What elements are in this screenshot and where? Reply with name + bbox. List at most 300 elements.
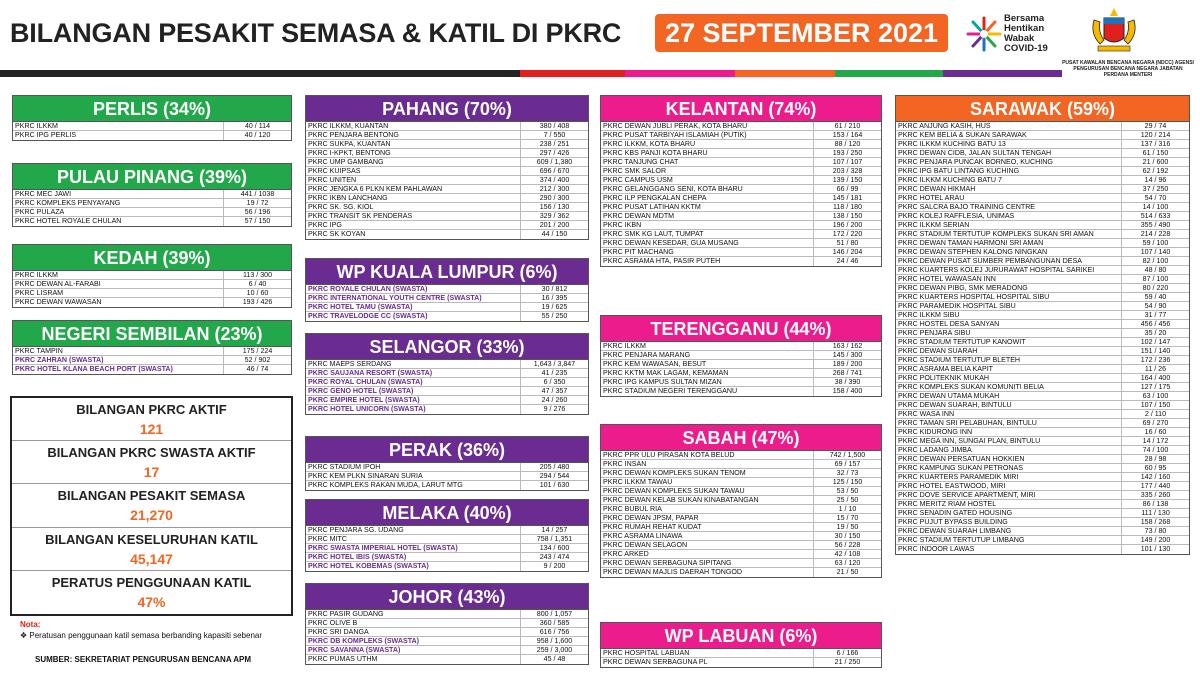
pkrc-name: PKRC KUARTERS HOSPITAL HOSPITAL SIBU bbox=[898, 293, 1050, 301]
pkrc-name: PKRC KUARTERS KOLEJ JURURAWAT HOSPITAL SARIKEI bbox=[898, 266, 1095, 274]
patients-beds-value: 146 / 204 bbox=[813, 248, 881, 256]
patients-beds-value: 456 / 456 bbox=[1121, 320, 1189, 328]
state-header: SARAWAK (59%) bbox=[896, 96, 1189, 122]
table-row bbox=[601, 230, 881, 239]
pkrc-name: PKRC CAMPUS USM bbox=[603, 176, 673, 184]
pkrc-name: PKRC WASA INN bbox=[898, 410, 955, 418]
patients-beds-value: 62 / 192 bbox=[1121, 167, 1189, 175]
table-row bbox=[896, 446, 1189, 455]
patients-beds-value: 14 / 257 bbox=[520, 526, 588, 534]
table-row bbox=[601, 248, 881, 257]
table-row bbox=[601, 360, 881, 369]
pkrc-name: PKRC SWASTA IMPERIAL HOTEL (SWASTA) bbox=[308, 544, 458, 552]
patients-beds-value: 21 / 600 bbox=[1121, 158, 1189, 166]
table-row bbox=[601, 478, 881, 487]
pkrc-name: PKRC JENGKA 6 PLKN KEM PAHLAWAN bbox=[308, 185, 443, 193]
table-row bbox=[896, 374, 1189, 383]
pkrc-name: PKRC INSAN bbox=[603, 460, 647, 468]
state-panel-pulau-pinang bbox=[12, 163, 292, 227]
pkrc-name: PKRC IPG KAMPUS SULTAN MIZAN bbox=[603, 378, 722, 386]
pkrc-name: PKRC DEWAN STEPHEN KALONG NINGKAN bbox=[898, 248, 1048, 256]
patients-beds-value: 29 / 74 bbox=[1121, 122, 1189, 130]
table-row bbox=[601, 460, 881, 469]
state-panel-sarawak bbox=[895, 95, 1190, 555]
table-row bbox=[306, 131, 588, 140]
table-row bbox=[13, 131, 291, 140]
pkrc-name: PKRC ILKKM bbox=[603, 342, 646, 350]
pkrc-name: PKRC DOVE SERVICE APARTMENT, MIRI bbox=[898, 491, 1036, 499]
table-row bbox=[896, 284, 1189, 293]
patients-beds-value: 158 / 400 bbox=[813, 387, 881, 396]
patients-beds-value: 87 / 100 bbox=[1121, 275, 1189, 283]
patients-beds-value: 609 / 1,380 bbox=[520, 158, 588, 166]
table-row bbox=[896, 536, 1189, 545]
note-label: Nota: bbox=[20, 620, 41, 629]
pkrc-name: PKRC PENJARA SG. UDANG bbox=[308, 526, 404, 534]
pkrc-name: PKRC STADIUM TERTUTUP KOMPLEKS SUKAN SRI AMAN bbox=[898, 230, 1094, 238]
patients-beds-value: 11 / 26 bbox=[1121, 365, 1189, 373]
pkrc-name: PKRC DEWAN KOMPLEKS SUKAN TAWAU bbox=[603, 487, 745, 495]
patients-beds-value: 37 / 250 bbox=[1121, 185, 1189, 193]
table-row bbox=[306, 610, 588, 619]
pkrc-name: PKRC TAMPIN bbox=[15, 347, 63, 355]
page-title: BILANGAN PESAKIT SEMASA & KATIL DI PKRC bbox=[10, 18, 622, 48]
patients-beds-value: 163 / 162 bbox=[813, 342, 881, 350]
pkrc-name: PKRC KKTM MAK LAGAM, KEMAMAN bbox=[603, 369, 729, 377]
patients-beds-value: 47 / 357 bbox=[520, 387, 588, 395]
pkrc-name: PKRC TANJUNG CHAT bbox=[603, 158, 679, 166]
table-row bbox=[601, 387, 881, 396]
pkrc-name: PKRC KOMPLEKS PENYAYANG bbox=[15, 199, 121, 207]
table-row bbox=[896, 509, 1189, 518]
table-row bbox=[896, 410, 1189, 419]
pkrc-name: PKRC UNITEN bbox=[308, 176, 357, 184]
pkrc-name: PKRC STADIUM IPOH bbox=[308, 463, 381, 471]
table-row bbox=[896, 221, 1189, 230]
table-row bbox=[896, 383, 1189, 392]
table-row bbox=[601, 469, 881, 478]
patients-beds-value: 158 / 268 bbox=[1121, 518, 1189, 526]
pkrc-name: PKRC STADIUM NEGERI TERENGGANU bbox=[603, 387, 738, 395]
patients-beds-value: 88 / 120 bbox=[813, 140, 881, 148]
patients-beds-value: 164 / 400 bbox=[1121, 374, 1189, 382]
table-row bbox=[896, 473, 1189, 482]
patients-beds-value: 758 / 1,351 bbox=[520, 535, 588, 543]
state-panel-selangor bbox=[305, 333, 589, 415]
table-row bbox=[306, 378, 588, 387]
table-row bbox=[896, 140, 1189, 149]
table-row bbox=[306, 360, 588, 369]
state-header: KEDAH (39%) bbox=[13, 245, 291, 271]
state-header: TERENGGANU (44%) bbox=[601, 316, 881, 342]
patients-beds-value: 696 / 670 bbox=[520, 167, 588, 175]
pkrc-name: PKRC SMK SALOR bbox=[603, 167, 667, 175]
patients-beds-value: 82 / 100 bbox=[1121, 257, 1189, 265]
pkrc-name: PKRC I-KPKT, BENTONG bbox=[308, 149, 391, 157]
pkrc-name: PKRC ILKKM SIBU bbox=[898, 311, 960, 319]
pkrc-name: PKRC MEC JAWI bbox=[15, 190, 72, 198]
pkrc-name: PKRC ILKKM KUCHING BATU 13 bbox=[898, 140, 1006, 148]
table-row bbox=[601, 505, 881, 514]
state-panel-wp-kuala-lumpur bbox=[305, 258, 589, 322]
table-row bbox=[306, 405, 588, 414]
pkrc-name: PKRC KUARTERS PARAMEDIK MIRI bbox=[898, 473, 1019, 481]
pkrc-name: PKRC IKBN bbox=[603, 221, 642, 229]
pkrc-name: PKRC ARKED bbox=[603, 550, 649, 558]
pkrc-name: PKRC DEWAN PUSAT SUMBER PEMBANGUNAN DESA bbox=[898, 257, 1082, 265]
patients-beds-value: 9 / 200 bbox=[520, 562, 588, 571]
patients-beds-value: 149 / 200 bbox=[1121, 536, 1189, 544]
patients-beds-value: 9 / 276 bbox=[520, 405, 588, 414]
table-row bbox=[896, 302, 1189, 311]
table-row bbox=[13, 217, 291, 226]
table-row bbox=[306, 646, 588, 655]
pkrc-name: PKRC INTERNATIONAL YOUTH CENTRE (SWASTA) bbox=[308, 294, 482, 302]
pkrc-name: PKRC ASRAMA LINAWA bbox=[603, 532, 683, 540]
patients-beds-value: 145 / 181 bbox=[813, 194, 881, 202]
table-row bbox=[306, 387, 588, 396]
state-header: NEGERI SEMBILAN (23%) bbox=[13, 321, 291, 347]
table-row bbox=[306, 619, 588, 628]
pkrc-name: PKRC SK KOYAN bbox=[308, 230, 366, 238]
patients-beds-value: 360 / 585 bbox=[520, 619, 588, 627]
state-panel-negeri-sembilan bbox=[12, 320, 292, 375]
pkrc-name: PKRC HOTEL ROYALE CHULAN bbox=[15, 217, 122, 225]
table-row bbox=[13, 280, 291, 289]
pkrc-name: PKRC DEWAN SUARAH, BINTULU bbox=[898, 401, 1012, 409]
patients-beds-value: 69 / 270 bbox=[1121, 419, 1189, 427]
pkrc-name: PKRC KEM WAWASAN, BESUT bbox=[603, 360, 707, 368]
state-panel-melaka bbox=[305, 499, 589, 572]
state-header: SABAH (47%) bbox=[601, 425, 881, 451]
pkrc-name: PKRC DEWAN KELAB SUKAN KINABATANGAN bbox=[603, 496, 759, 504]
patients-beds-value: 31 / 77 bbox=[1121, 311, 1189, 319]
pkrc-name: PKRC DEWAN SERBAGUNA PL bbox=[603, 658, 708, 666]
pkrc-name: PKRC PENJARA SIBU bbox=[898, 329, 971, 337]
pkrc-name: PKRC HOSTEL DESA SANYAN bbox=[898, 320, 1000, 328]
patients-beds-value: 113 / 300 bbox=[223, 271, 291, 279]
patients-beds-value: 40 / 120 bbox=[223, 131, 291, 140]
pkrc-name: PKRC DEWAN PIBG, SMK MERADONG bbox=[898, 284, 1028, 292]
table-row bbox=[896, 185, 1189, 194]
pkrc-name: PKRC DEWAN WAWASAN bbox=[15, 298, 102, 306]
state-panel-perlis bbox=[12, 95, 292, 141]
table-row bbox=[896, 275, 1189, 284]
pkrc-name: PKRC PENJARA PUNCAK BORNEO, KUCHING bbox=[898, 158, 1053, 166]
patients-beds-value: 6 / 40 bbox=[223, 280, 291, 288]
table-row bbox=[601, 658, 881, 667]
table-row bbox=[306, 396, 588, 405]
table-row bbox=[306, 212, 588, 221]
pkrc-name: PKRC ASRAMA HTA, PASIR PUTEH bbox=[603, 257, 721, 265]
patients-beds-value: 16 / 60 bbox=[1121, 428, 1189, 436]
patients-beds-value: 21 / 250 bbox=[813, 658, 881, 667]
patients-beds-value: 44 / 150 bbox=[520, 230, 588, 239]
patients-beds-value: 107 / 140 bbox=[1121, 248, 1189, 256]
patients-beds-value: 958 / 1,600 bbox=[520, 637, 588, 645]
state-panel-sabah bbox=[600, 424, 882, 578]
patients-beds-value: 24 / 46 bbox=[813, 257, 881, 266]
pkrc-name: PKRC KAMPUNG SUKAN PETRONAS bbox=[898, 464, 1023, 472]
pkrc-name: PKRC DEWAN MAJLIS DAERAH TONGOD bbox=[603, 568, 743, 576]
pkrc-name: PKRC ASRAMA BELIA KAPIT bbox=[898, 365, 994, 373]
table-row bbox=[896, 437, 1189, 446]
table-row bbox=[601, 149, 881, 158]
summary-total-beds: BILANGAN KESELURUHAN KATIL 45,147 bbox=[12, 528, 291, 571]
patients-beds-value: 142 / 160 bbox=[1121, 473, 1189, 481]
table-row bbox=[306, 185, 588, 194]
pkrc-name: PKRC DEWAN HIKMAH bbox=[898, 185, 976, 193]
pkrc-name: PKRC DEWAN JUBLI PERAK, KOTA BHARU bbox=[603, 122, 748, 130]
table-row bbox=[896, 482, 1189, 491]
patients-beds-value: 56 / 228 bbox=[813, 541, 881, 549]
pkrc-name: PKRC MERITZ RIAM HOSTEL bbox=[898, 500, 997, 508]
table-row bbox=[601, 514, 881, 523]
pkrc-name: PKRC BUBUL RIA bbox=[603, 505, 662, 513]
table-row bbox=[896, 248, 1189, 257]
sunburst-icon bbox=[966, 16, 1002, 52]
pkrc-name: PKRC SK. SG. KIOL bbox=[308, 203, 374, 211]
pkrc-name: PKRC KIDURONG INN bbox=[898, 428, 973, 436]
table-row bbox=[306, 312, 588, 321]
pkrc-name: PKRC OLIVE B bbox=[308, 619, 358, 627]
patients-beds-value: 35 / 20 bbox=[1121, 329, 1189, 337]
summary-current-patients: BILANGAN PESAKIT SEMASA 21,270 bbox=[12, 484, 291, 527]
patients-beds-value: 30 / 150 bbox=[813, 532, 881, 540]
patients-beds-value: 172 / 236 bbox=[1121, 356, 1189, 364]
summary-panel bbox=[10, 396, 293, 616]
table-row bbox=[896, 257, 1189, 266]
table-row bbox=[601, 122, 881, 131]
pkrc-name: PKRC KOLEJ RAFFLESIA, UNIMAS bbox=[898, 212, 1015, 220]
table-row bbox=[896, 311, 1189, 320]
pkrc-name: PKRC KEM PLKN SINARAN SURIA bbox=[308, 472, 423, 480]
patients-beds-value: 205 / 480 bbox=[520, 463, 588, 471]
pkrc-name: PKRC PPR ULU PIRASAN KOTA BELUD bbox=[603, 451, 735, 459]
patients-beds-value: 6 / 350 bbox=[520, 378, 588, 386]
pkrc-name: PKRC PUJUT BYPASS BUILDING bbox=[898, 518, 1008, 526]
table-row bbox=[13, 365, 291, 374]
pkrc-name: PKRC TRAVELODGE CC (SWASTA) bbox=[308, 312, 428, 320]
patients-beds-value: 86 / 138 bbox=[1121, 500, 1189, 508]
table-row bbox=[896, 401, 1189, 410]
table-row bbox=[896, 356, 1189, 365]
table-row bbox=[896, 158, 1189, 167]
pkrc-name: PKRC HOTEL KLANA BEACH PORT (SWASTA) bbox=[15, 365, 173, 373]
table-row bbox=[896, 329, 1189, 338]
table-row bbox=[896, 428, 1189, 437]
patients-beds-value: 30 / 812 bbox=[520, 285, 588, 293]
patients-beds-value: 63 / 100 bbox=[1121, 392, 1189, 400]
patients-beds-value: 14 / 96 bbox=[1121, 176, 1189, 184]
state-header: PERLIS (34%) bbox=[13, 96, 291, 122]
pkrc-name: PKRC ILKKM SERIAN bbox=[898, 221, 970, 229]
table-row bbox=[601, 550, 881, 559]
pkrc-name: PKRC ROYAL CHULAN (SWASTA) bbox=[308, 378, 423, 386]
table-row bbox=[306, 203, 588, 212]
table-row bbox=[601, 203, 881, 212]
note-text: ❖ Peratusan penggunaan katil semasa berbanding kapasiti sebenar bbox=[20, 631, 262, 640]
patients-beds-value: 69 / 157 bbox=[813, 460, 881, 468]
patients-beds-value: 53 / 50 bbox=[813, 487, 881, 495]
table-row bbox=[306, 637, 588, 646]
patients-beds-value: 441 / 1038 bbox=[223, 190, 291, 198]
patients-beds-value: 153 / 164 bbox=[813, 131, 881, 139]
pkrc-name: PKRC POLITEKNIK MUKAH bbox=[898, 374, 990, 382]
pkrc-name: PKRC ROYALE CHULAN (SWASTA) bbox=[308, 285, 428, 293]
table-row bbox=[306, 655, 588, 664]
state-header: SELANGOR (33%) bbox=[306, 334, 588, 360]
pkrc-name: PKRC LISRAM bbox=[15, 289, 64, 297]
patients-beds-value: 7 / 550 bbox=[520, 131, 588, 139]
patients-beds-value: 1 / 10 bbox=[813, 505, 881, 513]
table-row bbox=[306, 535, 588, 544]
state-panel-johor bbox=[305, 583, 589, 665]
pkrc-name: PKRC HOSPITAL LABUAN bbox=[603, 649, 690, 657]
state-panel-pahang bbox=[305, 95, 589, 240]
table-row bbox=[896, 167, 1189, 176]
pkrc-name: PKRC DEWAN TAMAN HARMONI SRI AMAN bbox=[898, 239, 1044, 247]
state-header: WP LABUAN (6%) bbox=[601, 623, 881, 649]
table-row bbox=[601, 559, 881, 568]
patients-beds-value: 214 / 228 bbox=[1121, 230, 1189, 238]
pkrc-name: PKRC STADIUM TERTUTUP BLETEH bbox=[898, 356, 1021, 364]
pkrc-name: PKRC SAVANNA (SWASTA) bbox=[308, 646, 401, 654]
patients-beds-value: 57 / 150 bbox=[223, 217, 291, 226]
table-row bbox=[896, 491, 1189, 500]
patients-beds-value: 73 / 80 bbox=[1121, 527, 1189, 535]
table-row bbox=[306, 526, 588, 535]
patients-beds-value: 107 / 107 bbox=[813, 158, 881, 166]
pkrc-name: PKRC HOTEL UNICORN (SWASTA) bbox=[308, 405, 426, 413]
source-text: SUMBER: SEKRETARIAT PENGURUSAN BENCANA APM bbox=[35, 655, 252, 664]
patients-beds-value: 329 / 362 bbox=[520, 212, 588, 220]
pkrc-name: PKRC DEWAN SERBAGUNA SIPITANG bbox=[603, 559, 732, 567]
pkrc-name: PKRC UMP GAMBANG bbox=[308, 158, 384, 166]
pkrc-name: PKRC DEWAN KOMPLEKS SUKAN TENOM bbox=[603, 469, 746, 477]
patients-beds-value: 21 / 50 bbox=[813, 568, 881, 577]
patients-beds-value: 151 / 140 bbox=[1121, 347, 1189, 355]
table-row bbox=[306, 285, 588, 294]
table-row bbox=[896, 212, 1189, 221]
table-row bbox=[896, 464, 1189, 473]
pkrc-name: PKRC ILKKM bbox=[15, 271, 58, 279]
table-row bbox=[601, 140, 881, 149]
patients-beds-value: 212 / 300 bbox=[520, 185, 588, 193]
state-header: KELANTAN (74%) bbox=[601, 96, 881, 122]
patients-beds-value: 196 / 200 bbox=[813, 221, 881, 229]
pkrc-name: PKRC HOTEL WAWASAN INN bbox=[898, 275, 996, 283]
patients-beds-value: 514 / 633 bbox=[1121, 212, 1189, 220]
patients-beds-value: 38 / 390 bbox=[813, 378, 881, 386]
patients-beds-value: 127 / 175 bbox=[1121, 383, 1189, 391]
patients-beds-value: 14 / 172 bbox=[1121, 437, 1189, 445]
patients-beds-value: 102 / 147 bbox=[1121, 338, 1189, 346]
patients-beds-value: 101 / 630 bbox=[520, 481, 588, 490]
patients-beds-value: 616 / 756 bbox=[520, 628, 588, 636]
patients-beds-value: 243 / 474 bbox=[520, 553, 588, 561]
table-row bbox=[601, 541, 881, 550]
pkrc-name: PKRC IPG PERLIS bbox=[15, 131, 77, 139]
pkrc-name: PKRC DEWAN CIDB, JALAN SULTAN TENGAH bbox=[898, 149, 1052, 157]
pkrc-name: PKRC ILKKM KUCHING BATU 7 bbox=[898, 176, 1002, 184]
table-row bbox=[601, 378, 881, 387]
pkrc-name: PKRC PARAMEDIK HOSPITAL SIBU bbox=[898, 302, 1016, 310]
patients-beds-value: 355 / 490 bbox=[1121, 221, 1189, 229]
patients-beds-value: 14 / 100 bbox=[1121, 203, 1189, 211]
pkrc-name: PKRC PULAZA bbox=[15, 208, 65, 216]
patients-beds-value: 189 / 200 bbox=[813, 360, 881, 368]
pkrc-name: PKRC HOTEL ARAU bbox=[898, 194, 965, 202]
pkrc-name: PKRC KUIPSAS bbox=[308, 167, 361, 175]
pkrc-name: PKRC HOTEL TAMU (SWASTA) bbox=[308, 303, 413, 311]
table-row bbox=[896, 239, 1189, 248]
patients-beds-value: 120 / 214 bbox=[1121, 131, 1189, 139]
pkrc-name: PKRC DEWAN JPSM, PAPAR bbox=[603, 514, 699, 522]
pkrc-name: PKRC KBS PANJI KOTA BHARU bbox=[603, 149, 708, 157]
patients-beds-value: 2 / 110 bbox=[1121, 410, 1189, 418]
table-row bbox=[13, 347, 291, 356]
table-row bbox=[13, 289, 291, 298]
patients-beds-value: 145 / 300 bbox=[813, 351, 881, 359]
state-header: PERAK (36%) bbox=[306, 437, 588, 463]
table-row bbox=[601, 568, 881, 577]
pkrc-name: PKRC ILP PENGKALAN CHEPA bbox=[603, 194, 707, 202]
pkrc-name: PKRC GENO HOTEL (SWASTA) bbox=[308, 387, 414, 395]
patients-beds-value: 16 / 395 bbox=[520, 294, 588, 302]
table-row bbox=[896, 203, 1189, 212]
pkrc-name: PKRC PUSAT LATIHAN KKTM bbox=[603, 203, 701, 211]
pkrc-name: PKRC DEWAN PERSATUAN HOKKIEN bbox=[898, 455, 1025, 463]
table-row bbox=[13, 190, 291, 199]
agency-text: PUSAT KAWALAN BENCANA NEGARA (NDCC) AGENSI PENGURUSAN BENCANA NEGARA JABATAN PERDANA MENTERI bbox=[1062, 60, 1194, 78]
table-row bbox=[601, 523, 881, 532]
table-row bbox=[601, 257, 881, 266]
patients-beds-value: 51 / 80 bbox=[813, 239, 881, 247]
patients-beds-value: 52 / 902 bbox=[223, 356, 291, 364]
pkrc-name: PKRC ILKKM, KUANTAN bbox=[308, 122, 389, 130]
pkrc-name: PKRC ANJUNG KASIH, HUS bbox=[898, 122, 991, 130]
pkrc-name: PKRC SALCRA BAJO TRAINING CENTRE bbox=[898, 203, 1036, 211]
patients-beds-value: 80 / 220 bbox=[1121, 284, 1189, 292]
state-panel-kedah bbox=[12, 244, 292, 308]
patients-beds-value: 41 / 235 bbox=[520, 369, 588, 377]
state-header: PULAU PINANG (39%) bbox=[13, 164, 291, 190]
patients-beds-value: 172 / 220 bbox=[813, 230, 881, 238]
patients-beds-value: 134 / 600 bbox=[520, 544, 588, 552]
patients-beds-value: 74 / 100 bbox=[1121, 446, 1189, 454]
pkrc-name: PKRC KOMPLEKS RAKAN MUDA, LARUT MTG bbox=[308, 481, 463, 489]
summary-bed-usage: PERATUS PENGGUNAAN KATIL 47% bbox=[51, 574, 252, 610]
table-row bbox=[601, 167, 881, 176]
patients-beds-value: 125 / 150 bbox=[813, 478, 881, 486]
patients-beds-value: 46 / 74 bbox=[223, 365, 291, 374]
pkrc-name: PKRC DEWAN UTAMA MUKAH bbox=[898, 392, 1000, 400]
table-row bbox=[13, 298, 291, 307]
table-row bbox=[601, 239, 881, 248]
table-row bbox=[601, 176, 881, 185]
patients-beds-value: 290 / 300 bbox=[520, 194, 588, 202]
coat-of-arms-icon bbox=[1088, 6, 1140, 56]
pkrc-name: PKRC DEWAN MDTM bbox=[603, 212, 675, 220]
patients-beds-value: 61 / 210 bbox=[813, 122, 881, 130]
table-row bbox=[306, 167, 588, 176]
table-row bbox=[601, 194, 881, 203]
pkrc-name: PKRC ZAHRAN (SWASTA) bbox=[15, 356, 104, 364]
state-panel-kelantan bbox=[600, 95, 882, 267]
patients-beds-value: 259 / 3,000 bbox=[520, 646, 588, 654]
table-row bbox=[306, 553, 588, 562]
